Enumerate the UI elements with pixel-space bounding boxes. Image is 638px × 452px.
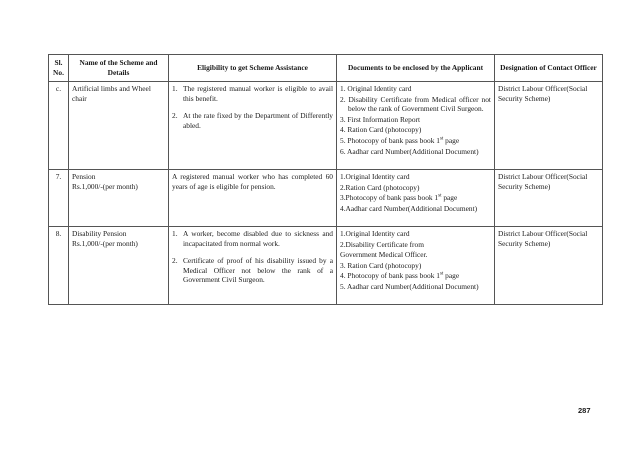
header-sl-no: Sl. No. bbox=[49, 55, 69, 82]
eligibility-item-text: At the rate fixed by the Department of Differently abled. bbox=[183, 111, 333, 130]
scheme-amount: Rs.1,000/-(per month) bbox=[72, 238, 138, 248]
documents-cell bbox=[337, 82, 495, 170]
header-eligibility: Eligibility to get Scheme Assistance bbox=[169, 55, 337, 82]
scheme-name-cell bbox=[69, 227, 169, 305]
document-item-text: 4. Photocopy of bank pass book 1 bbox=[340, 271, 440, 281]
document-item: 4.Aadhar card Number(Additional Document) bbox=[340, 203, 478, 213]
document-item: 6. Aadhar card Number(Additional Document) bbox=[340, 146, 479, 156]
scheme-amount: Rs.1,000/-(per month) bbox=[72, 181, 138, 191]
header-contact-officer: Designation of Contact Officer bbox=[495, 55, 603, 82]
eligibility-cell bbox=[169, 82, 337, 170]
eligibility-item-number: 2. bbox=[172, 256, 178, 266]
contact-officer-cell: District Labour Officer(Social Security Scheme) bbox=[495, 227, 603, 305]
documents-cell bbox=[337, 227, 495, 305]
superscript: st bbox=[439, 271, 444, 277]
document-item-tail: page bbox=[443, 271, 460, 281]
document-item-text: 3.Photocopy of bank pass book 1 bbox=[340, 193, 439, 203]
row-sl-no: 7. bbox=[49, 170, 69, 227]
document-item: Government Medical Officer. bbox=[340, 250, 428, 260]
eligibility-item bbox=[172, 229, 333, 248]
documents-list bbox=[340, 172, 491, 214]
page-number: 287 bbox=[578, 406, 591, 415]
document-item-text: 5. Photocopy of bank pass book 1 bbox=[340, 135, 440, 145]
superscript: st bbox=[438, 193, 442, 199]
eligibility-item-number: 1. bbox=[172, 229, 178, 238]
table-row bbox=[49, 82, 603, 170]
scheme-name-cell bbox=[69, 170, 169, 227]
header-scheme-name: Name of the Scheme and Details bbox=[69, 55, 169, 82]
eligibility-item-text: Certificate of proof of his disability issued by a Medical Officer not below the rank of a Government Civil Surgeon. bbox=[183, 256, 333, 285]
contact-officer-cell: District Labour Officer(Social Security Scheme) bbox=[495, 170, 603, 227]
eligibility-item bbox=[172, 84, 333, 103]
row-sl-no: c. bbox=[49, 82, 69, 170]
document-item: 1. Original Identity card bbox=[340, 84, 412, 93]
document-item: 3. Ration Card (photocopy) bbox=[340, 260, 422, 270]
table-header-row bbox=[49, 55, 603, 82]
eligibility-item-number: 1. bbox=[172, 84, 178, 93]
table-row bbox=[49, 227, 603, 305]
row-sl-no: 8. bbox=[49, 227, 69, 305]
document-item-tail: page bbox=[443, 135, 460, 145]
document-item bbox=[340, 271, 491, 281]
eligibility-item-text: The registered manual worker is eligible to avail this benefit. bbox=[183, 84, 333, 103]
document-item: 1.Original Identity card bbox=[340, 172, 410, 181]
scheme-name: Disability Pension bbox=[72, 229, 127, 238]
document-item bbox=[340, 136, 491, 146]
document-item-tail: page bbox=[441, 193, 458, 203]
document-item: 2.Ration Card (photocopy) bbox=[340, 182, 420, 192]
eligibility-cell bbox=[169, 227, 337, 305]
eligibility-item bbox=[172, 256, 333, 285]
eligibility-item-number: 2. bbox=[172, 111, 178, 121]
scheme-table bbox=[48, 54, 603, 305]
table-row bbox=[49, 170, 603, 227]
document-item: 5. Aadhar card Number(Additional Document) bbox=[340, 281, 479, 291]
header-documents: Documents to be enclosed by the Applicant bbox=[337, 55, 495, 82]
document-item: 2.Disability Certificate from bbox=[340, 239, 424, 249]
scheme-name-cell bbox=[69, 82, 169, 170]
scheme-name: Pension bbox=[72, 172, 96, 181]
document-item: 1.Original Identity card bbox=[340, 229, 410, 238]
contact-officer-cell: District Labour Officer(Social Security Scheme) bbox=[495, 82, 603, 170]
eligibility-item-text: A worker, become disabled due to sickness and incapacitated from normal work. bbox=[183, 229, 333, 248]
documents-cell bbox=[337, 170, 495, 227]
document-item: 3. First Information Report bbox=[340, 114, 421, 124]
eligibility-item bbox=[172, 111, 333, 130]
document-item: 4. Ration Card (photocopy) bbox=[340, 125, 422, 135]
document-item: 2. Disability Certificate from Medical officer not below the rank of Government Civil Surgeon. bbox=[340, 94, 491, 114]
document-item bbox=[340, 193, 491, 203]
superscript: st bbox=[439, 136, 444, 142]
eligibility-cell: A registered manual worker who has completed 60 years of age is eligible for pension. bbox=[169, 170, 337, 227]
scheme-name: Artificial limbs and Wheel chair bbox=[72, 84, 151, 103]
